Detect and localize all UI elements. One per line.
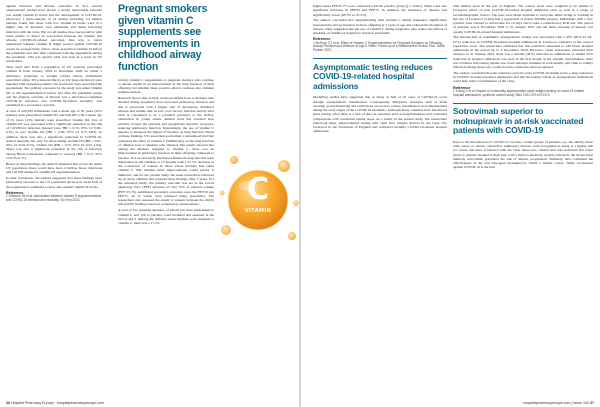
article-headline: Pregnant smokers given vitamin C supplements see improvements in childhood airway function [118,4,208,73]
paragraph: The authors concluded that the voluntary and city-wide COVID-19 testing led to a large reduction in COVID-19-related hospital admissions and that the testing rollout of asymptomatic individuals could help reduce transmission of the virus. [453,70,593,84]
paragraph: Prior to the introduction of COVID-19 vaccines, certain groups of patients, e.g., the elderly, those with cancer or chronic obstructive pulmonary disease, were recognised as being at a higher risk for severe outcomes if infected with the virus. Moreover, clinical trial data indicated that when given to patients deemed at high risk, with a mild-to-moderate severity infection, the monoclonal antibody sotrovimab prevented the risk of disease progression. Similarly, data confirmed the effectiveness of the oral anti-agent molnupiravir, within a similar cohort. While vaccination against COVID-19 is the best [453,139,593,170]
reference-text: 1 Gibbons JB et al. Association between vitamin D supplementation and COVID-19 infection and mortality. Sci Rep 2022. [6,194,102,202]
paragraph: The authors concluded that supplementing with vitamin C during pregnancy significantly increased the airway function in those offspring at 5 years of age and reduced the incidence of wheeze. They suggested that the use of vitamin C during pregnancy may reduce the effects of smoking on childhood respiratory function and health. [313,18,447,36]
page-number: 36 [6,401,10,405]
article-headline: Asymptomatic testing reduces COVID-19-related hospital admissions [313,61,433,91]
column-1 [6,4,102,396]
reference-title: Reference [453,85,471,90]
column-4 [453,4,593,396]
page-number: 37 [590,401,594,405]
vitamin-c-illustration [214,148,300,248]
paragraph: Giving vitamin C supplements to pregnant mothers who continue to smoke results in an improvement in the lung function of their offspring but whether these positive effects continue into children remains unclear. [118,77,214,95]
vitamin-letter: C [246,172,270,207]
website: hospitalpharmacyeurope.com [56,401,105,405]
vitamin-word: VITAMIN [244,208,272,214]
paragraph: with similar areas in the rest of England. The control areas were weighted to be similar to Liverpool based on past COVID-19-related hospital admission rates as well as a range of sociodemographic factors. The tests were made available to everyone, either living or working in the city of Liverpool (which had a population of nearly 500,000 people). Individuals with a test-positive were advised to self-isolate for 10 days and to take a confirmatory PCR test. The period of analysis was 6 November 2020 to 31 January 2021 and the main outcome of interest was weekly COVID-19-related hospital admissions. [453,4,593,34]
paragraph: Based on these findings, the authors estimated that across the entire US population, there would have been 4 million fewer infections and 116 000 deaths for vitamin D3 supplementation. [6,161,102,175]
website: hospitalpharmacyeurope.com [523,401,571,405]
magazine-name: Hospital Pharmacy Europe [11,401,54,405]
section-rule [453,103,593,104]
right-folio: hospitalpharmacyeurope.com | Issue 102 37 [523,401,594,405]
paragraph: In their conclusion, the authors suggested that these findings were particularly relevant to the US population given how about half of the population is estimated to have sub-optimal vitamin D levels. [6,176,102,189]
issue-label: Issue 102 [573,401,589,405]
paragraph: Research shows that at birth, newborn infants born to mothers who smoked during pregnancy have decreased pulmonary function and this is associated with a higher risk of developing childhood wheeze and asthma and, in fact, poor airway function shortly after birth is considered to be a potential precursor to the airflow obstruction in young adults. Animal work has revealed how nicotine crosses the placenta and upregulates nicotinic receptors, reducing pulmonary function. Interestingly, the use of vitamin C appears to attenuate the impact of nicotine on lung function. Based on these findings, US researchers performed a randomised trial that compared the effect of vitamin C (500mg/day) on the lung function of children born to mothers who smoked. The results showed that among the mothers assigned to vitamin C, there was an improvement in pulmonary function in their offspring compared to placebo. In a second study, the improvements in lung function were maintained in the children at 12 months with a 47.5% decrease in the occurrence of wheeze in those whose mothers had taken vitamin C. But whether these improvements would persist is unknown, and for the present study, the same researchers followed up on those children and repeated their findings after 5 years. For the extension study, the primary outcome was set as the forced expiratory flow (FEF) between 25 and 75% of expired volume (FEF 25-75). Additional secondary outcomes were the FEV50 and FEF75, all of which were assessed using spirometry. The researchers also assessed the extent to wheeze between the child's 4th and 6th birthday based on a respiratory questionnaire. [118,96,214,207]
left-page [0,0,299,407]
reference-text: 1 Zhang X et al. Impact of community asymptomatic rapid antigen testing on covid-19 related hospital admissions: synthetic control study. BMJ 2022;379:e071374. [453,88,584,97]
right-page [301,0,600,407]
paragraph: higher mean FEF25-75 score compared with the placebo group (p = 0.001). There were also significant increases in FEF50 and FEF75. In addition, the incidence of wheeze was significantly lower (28.3% vs 47.2%). [313,4,447,17]
reference-text: 1 McEvoy CT et al. Effect of Vitamin C Supplementation for Pregnant Smokers on Offspring Airway Function and Wheeze at Age 5 Years: Follow-up of a Randomized Clinical Trial. JAMA Pediatr 2023. [313,40,445,53]
reference-title: Reference [6,190,24,195]
paragraph: They used data from a population of US veterans prescribed vitamin D from January 2019 to December 2020 for either a deficiency syndrome or another related reason. Individuals prescribed either D3 (cholecalciferol) or D2 (ergocalciferol) were matched with untreated patients who had never been prescribed the supplement. The primary exposure for the study was either vitamin D3 or D2 supplementation before and after the pandemic began and the primary outcome of interest was a laboratory-confirmed COVID-19 infection and COVID-19-related mortality was examined as a secondary outcome. [6,65,102,108]
section-rule [313,58,447,59]
reference-title: Reference [313,37,331,42]
paragraph: The introduction of community asymptomatic testing was associated with a 43% (95% CI 29–67%) reduction in COVID-19-related hospital admissions in Liverpool compared to the control population areas. The researchers estimated that this reduction amounted to 239 fewer hospital admissions in the period up to 6 November 2020. However, when researchers extended their analyses to 31 January 2021, there was a smaller (44%) reduction in admissions. A similar 25% reduction in hospital admissions was seen in the first month of the scheme. Nevertheless, there was evidence that testing uptake was lower amongst residents in both healthy and older to elderly infection among those who would not have otherwise been recognised. [453,35,593,70]
column-3 [313,4,447,396]
paragraph: against infection and adverse outcomes. In fact, several observational studies have shown a strong relationship between low serum vitamin D levels and the development of COVID-19. Moreover, a meta-analysis of 14 studies including 1.4 million patients found that those with low vitamin D levels were at a higher risk of intensive care admission and death following infection with the virus. But not all studies have been positive with some unable to detect an association between the vitamin and adverse COVID-19-related outcomes. One way to better understand whether vitamin D might protect against COVID-19 would be prospectively follow those prescribed vitamin D before the pandemic and who then continued with the supplement during the pandemic. This was exactly what was done in a study by US researchers. [6,4,102,64]
paragraph: A total of 220,265 individuals with a mean age of 59 years (25% female) were prescribed vitamin D3 and 220,265 with a mean age of 61 years (13% female) were prescribed vitamin D2. Use of vitamin D3 was associated with a significant reduction in the risk of COVID-19 infection (hazard ratio, HR = 0.72, 95% CI 0.69–0.75) as was vitamin D2 (HR = 0.80, 95% CI 0.77–0.83). In addition, there was also a significant reduction in COVID-19-related mortality but only for those taking vitamin D3 (HR = 0.67, 95% CI 0.59–0.75), vitamin D2 (HR = 0.75, 95% CI 0.55–1.04). There was also a significant reduction in the risk of infection among Black participants compared to controls (HR = 0.71, 95% CI 0.65–0.77). [6,109,102,160]
paragraph: Modelling studies have suggested that as many as half of all cases of COVID-19 occur through asymptomatic transmission. Consequently, mitigation strategies such as mask wearing, social distancing and restrictions on travel to reduce transmission were implemented during the early stages of the COVID-19 pandemic. Although many countries have introduced mass testing, often there is a lack of data on outcomes such as hospitalisations and controlled comparisons with concurrent testing areas. As a result, in the present study, UK researchers undertook mass, unprecedented testing with rapid flow antigen devices in one large city, Liverpool in the Northwest of England and compared monthly COVID-19-related hospital admissions [313,95,447,134]
left-folio: 36 Hospital Pharmacy Europe · hospitalpharmacyeurope.com [6,401,105,405]
article-headline: Sotrovimab superior to molnupiravir in at-risk vaccinated patients with COVID-19 [453,106,584,136]
paragraph: A total of 251 pregnant smokers, of whom 125 were randomised to vitamin C and 126 to placebo, were included and assessed in the trial at age 5. Among the children whose mothers were assigned to vitamin C, there was a 17.2% [118,208,214,225]
